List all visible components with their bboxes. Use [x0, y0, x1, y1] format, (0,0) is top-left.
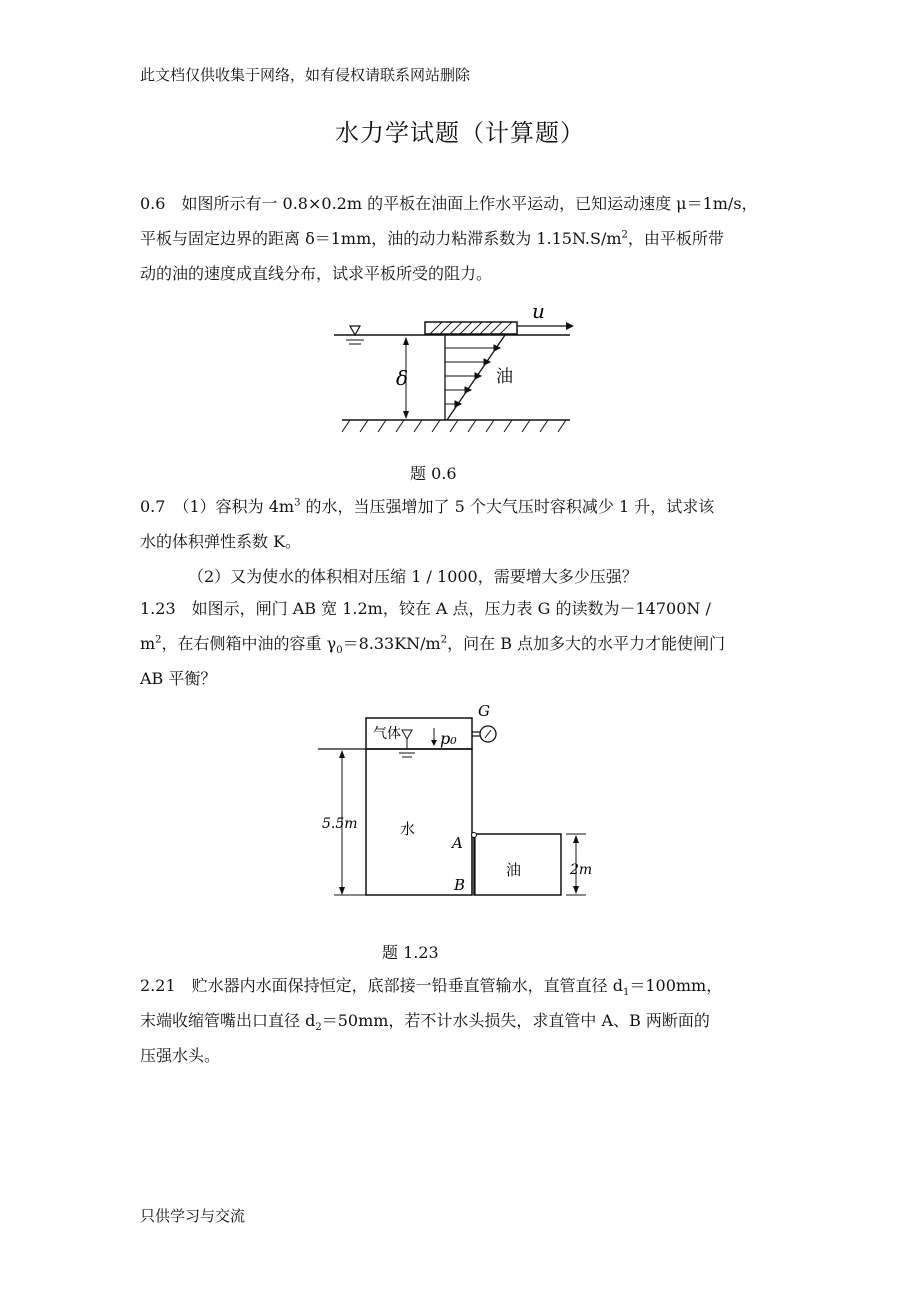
gap-label: δ [396, 366, 409, 390]
gauge-label: G [478, 702, 490, 720]
figure-0-6 [320, 300, 580, 440]
problem-0-6-text [140, 186, 800, 291]
page-title: 水力学试题（计算题） [335, 119, 585, 147]
problem-0-7-text [140, 489, 800, 594]
velocity-label: u [532, 299, 545, 323]
point-a-label: A [452, 834, 463, 852]
figure-0-6-caption: 题 0.6 [410, 464, 457, 483]
problem-1-23-line2: $m^2$，在右侧箱中油的容重 $\gamma_0=8.33KN/m^2$，问在 B 点加多大的水平力才能使闸门 [140, 634, 726, 657]
problem-0-7-line3: （2）又为使水的体积相对压缩 1 / 1000，需要增大多少压强？ [188, 567, 638, 586]
problem-2-21-line1: 2.21 贮水器内水面保持恒定，底部接一铅垂直管输水，直管直径 $d_1=100mm$， [140, 976, 723, 999]
water-label: 水 [400, 820, 416, 838]
point-b-label: B [454, 876, 466, 894]
gas-label: 气体 [373, 726, 401, 742]
fluid-label: 油 [496, 367, 513, 387]
problem-2-21-line2: 末端收缩管嘴出口直径 $d_2=50mm$，若不计水头损失，求直管中 A、B 两断面的 [140, 1011, 710, 1034]
height-right-label: 2m [570, 862, 593, 878]
problem-2-21-line3: 压强水头。 [140, 1046, 221, 1065]
oil-label: 油 [506, 861, 522, 879]
height-left-label: 5.5m [322, 816, 358, 832]
problem-0-6-line3: 动的油的速度成直线分布，试求平板所受的阻力。 [140, 264, 493, 283]
pressure-label: p₀ [440, 729, 457, 748]
problem-0-6-line2: 平板与固定边界的距离 δ＝1mm，油的动力粘滞系数为 $1.15N.S/m^2$，由平板所带 [140, 229, 724, 248]
problem-0-7-line2: 水的体积弹性系数 K。 [140, 532, 302, 551]
problem-1-23-text [140, 591, 800, 696]
footer-note: 只供学习与交流 [140, 1207, 246, 1225]
problem-0-7-line1: 0.7 （1）容积为 $4m^3$ 的水，当压强增加了 5 个大气压时容积减少 1 升，试求该 [140, 497, 715, 516]
figure-1-23 [318, 694, 618, 914]
problem-1-23-line3: AB 平衡？ [140, 669, 217, 688]
header-note: 此文档仅供收集于网络，如有侵权请联系网站删除 [140, 66, 471, 84]
figure-1-23-caption: 题 1.23 [382, 943, 439, 962]
problem-2-21-text [140, 968, 800, 1073]
problem-0-6-line1: 0.6 如图所示有一 0.8×0.2m 的平板在油面上作水平运动，已知运动速度 μ＝1m/s， [140, 194, 758, 213]
problem-1-23-line1: 1.23 如图示，闸门 AB 宽 1.2m，铰在 A 点，压力表 G 的读数为－14700N / [140, 599, 711, 618]
